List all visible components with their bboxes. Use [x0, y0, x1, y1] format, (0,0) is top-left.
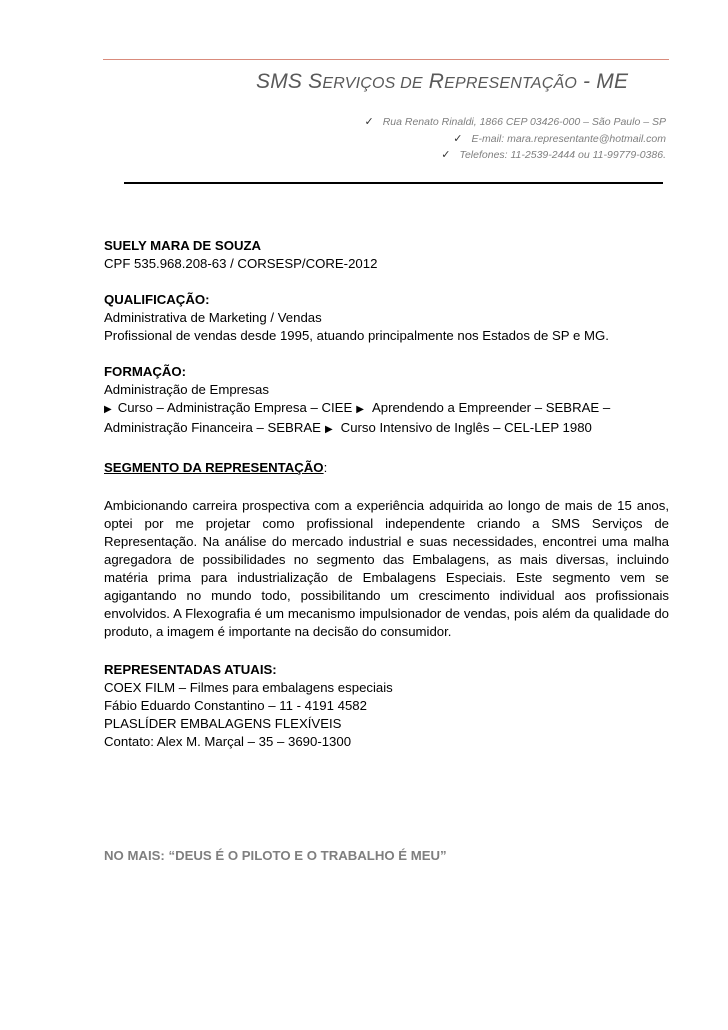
triangle-bullet-icon: ▶: [356, 404, 364, 415]
representada-line: PLASLÍDER EMBALAGENS FLEXÍVEIS: [104, 716, 342, 731]
company-title-part: R: [422, 70, 445, 93]
checkmark-icon: ✓: [453, 133, 463, 145]
triangle-bullet-icon: ▶: [104, 404, 112, 415]
course-item: Administração Financeira – SEBRAE: [104, 420, 321, 435]
company-title: [256, 70, 676, 94]
representada-line: COEX FILM – Filmes para embalagens especiais: [104, 680, 393, 695]
segmento-heading-text: SEGMENTO DA REPRESENTAÇÃO: [104, 460, 324, 475]
checkmark-icon: ✓: [364, 116, 374, 128]
formacao-courses-line: [104, 399, 669, 419]
resume-body: [104, 237, 669, 751]
contact-address: [364, 115, 666, 128]
formacao-heading: FORMAÇÃO:: [104, 364, 187, 379]
company-title-part: SMS S: [256, 70, 323, 93]
company-title-part: EPRESENTAÇÃO: [444, 75, 577, 92]
contact-phones: [441, 148, 666, 161]
course-item: Curso Intensivo de Inglês – CEL-LEP 1980: [340, 420, 592, 435]
header-top-rule: [103, 59, 669, 60]
checkmark-icon: ✓: [441, 149, 451, 161]
qualificacao-line: Profissional de vendas desde 1995, atuando principalmente nos Estados de SP e MG.: [104, 328, 609, 343]
contact-address-text: Rua Renato Rinaldi, 1866 CEP 03426-000 – São Paulo – SP: [382, 116, 666, 128]
segmento-heading-colon: :: [323, 460, 328, 475]
header-divider: [124, 182, 663, 184]
course-item: Curso – Administração Empresa – CIEE: [117, 400, 353, 415]
formacao-courses-line: [104, 419, 669, 439]
contact-email: [453, 132, 666, 145]
representadas-heading: REPRESENTADAS ATUAIS:: [104, 662, 277, 677]
qualificacao-line: Administrativa de Marketing / Vendas: [104, 310, 322, 325]
company-title-part: - ME: [576, 70, 629, 93]
person-id-line: CPF 535.968.208-63 / CORSESP/CORE-2012: [104, 256, 378, 271]
segmento-heading: [104, 459, 669, 477]
representada-line: Contato: Alex M. Marçal – 35 – 3690-1300: [104, 734, 352, 749]
person-name: SUELY MARA DE SOUZA: [104, 238, 262, 253]
company-title-part: ERVIÇOS DE: [322, 75, 423, 92]
closing-motto: NO MAIS: “DEUS É O PILOTO E O TRABALHO É MEU”: [104, 848, 447, 863]
representada-line: Fábio Eduardo Constantino – 11 - 4191 4582: [104, 698, 367, 713]
qualificacao-heading: QUALIFICAÇÃO:: [104, 292, 210, 307]
triangle-bullet-icon: ▶: [324, 424, 333, 435]
contact-email-text: E-mail: mara.representante@hotmail.com: [471, 133, 666, 145]
formacao-degree: Administração de Empresas: [104, 382, 269, 397]
contact-phones-text: Telefones: 11-2539-2444 ou 11-99779-0386.: [459, 149, 666, 161]
segmento-paragraph: Ambicionando carreira prospectiva com a experiência adquirida ao longo de mais de 15 anos, optei por me projetar como profissional independente criando a SMS Serviços de Representação. Na análise do mercado industrial e suas necessidades, encontrei uma malha agregadora de possibilidades no segmento das Embalagens, as mais diversas, incluindo matéria prima para industrialização de Embalagens Especiais. Este segmento vem se agigantando no mundo todo, possibilitando um crescimento individual aos profissionais envolvidos. A Flexografia é um mecanismo impulsionador de vendas, pois além da qualidade do produto, a imagem é importante na decisão do consumidor.: [104, 498, 669, 639]
course-item: Aprendendo a Empreender – SEBRAE –: [371, 400, 611, 415]
